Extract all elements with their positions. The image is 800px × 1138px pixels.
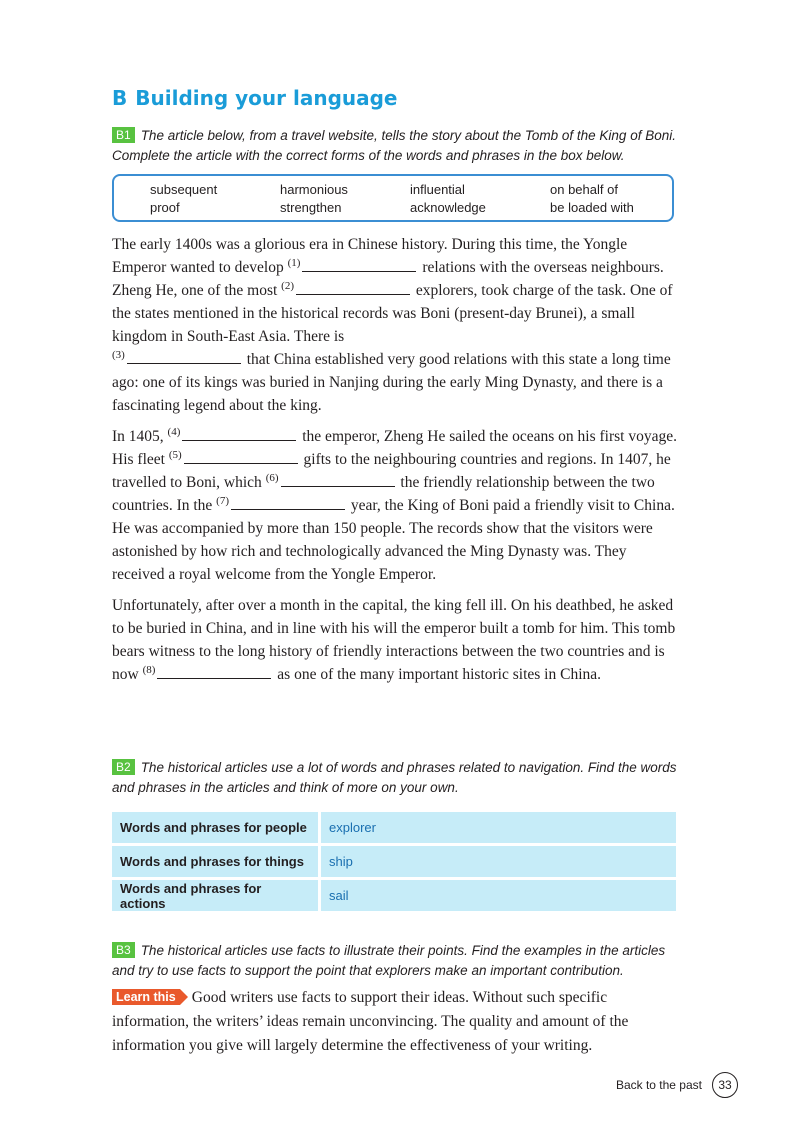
footer-unit-title: Back to the past [615,1078,702,1092]
blank-6[interactable] [281,474,395,487]
text-run: Unfortunately, after over a month in the capital, the king fell ill. On his deathbed, he asked to be buried in China, and in line with his will the emperor built a tomb for him. This tomb bears witness to the long history of friendly interactions between the two countries and is now [112,597,676,683]
blank-5[interactable] [184,451,298,464]
word-box-item: acknowledge [410,200,486,215]
vocab-table [112,809,676,914]
text-run: the friendly relationship between the two countries. In the [112,474,655,514]
b3-instruction-text: The historical articles use facts to illustrate their points. Find the examples in the articles and try to use facts to support the point that explorers make an important contribution. [112,943,666,978]
b2-instruction-text: The historical articles use a lot of words and phrases related to navigation. Find the words and phrases in the articles and think of more on your own. [112,760,677,795]
text-run: In 1405, [112,428,164,445]
blank-number: (2) [281,280,294,292]
article-paragraph-2 [112,425,682,586]
section-title [112,86,398,110]
text-run: that China established very good relations with this state a long time ago: one of its kings was buried in Nanjing during the early Ming Dynasty, and there is a fascinating legend about the king. [112,351,671,414]
blank-number: (6) [265,472,279,484]
blank-1[interactable] [302,259,416,272]
word-box-item: proof [150,200,180,215]
word-box-item: be loaded with [550,200,634,215]
blank-number: (7) [216,495,229,507]
blank-3[interactable] [127,351,241,364]
row-value: sail [321,880,676,911]
row-header: Words and phrases for actions [112,880,321,911]
word-box-item: on behalf of [550,182,618,197]
learn-this-badge: Learn this [112,989,180,1005]
article-paragraph-3 [112,594,682,686]
text-run: the emperor, Zheng He sailed the oceans on his first voyage. His fleet [112,428,677,468]
word-box [112,174,674,222]
word-box-item: strengthen [280,200,342,215]
blank-2[interactable] [296,282,410,295]
row-value: explorer [321,812,676,843]
b3-instruction [112,941,682,981]
page-footer [616,1072,738,1098]
text-run: relations with the overseas neighbours. Zheng He, one of the most [112,259,664,299]
blank-number: (8) [142,664,156,676]
blank-4[interactable] [182,428,296,441]
table-row [112,846,676,877]
text-run: gifts to the neighbouring countries and regions. In 1407, he travelled to Boni, which [112,451,671,491]
b3-badge: B3 [112,942,135,958]
article [112,233,682,694]
b1-badge: B1 [112,127,135,143]
word-box-item: influential [410,182,465,197]
blank-number: (5) [168,449,182,461]
blank-number: (4) [167,426,181,438]
blank-7[interactable] [231,497,345,510]
row-header: Words and phrases for people [112,812,321,843]
page-number: 33 [712,1072,738,1098]
table-row [112,880,676,911]
text-run: The early 1400s was a glorious era in Chinese history. During this time, the Yongle Emperor wanted to develop [112,236,628,276]
b2-badge: B2 [112,759,135,775]
section-letter: B [112,86,128,110]
b2-instruction [112,758,682,798]
section-heading: Building your language [135,86,398,110]
b1-instruction-text: The article below, from a travel website, tells the story about the Tomb of the King of Boni. Complete the article with the correct forms of the words and phrases in the box below. [112,128,676,163]
text-run: year, the King of Boni paid a friendly visit to China. He was accompanied by more than 150 people. The records show that the visitors were astonished by how rich and technologically advanced the Ming Dynasty was. They received a royal welcome from the Yongle Emperor. [112,497,675,583]
row-value: ship [321,846,676,877]
text-run: as one of the many important historic sites in China. [277,666,602,683]
word-box-item: subsequent [150,182,218,197]
article-paragraph-1 [112,233,682,417]
b1-instruction [112,126,682,166]
text-run: explorers, took charge of the task. One of the states mentioned in the historical records was Boni (present-day Brunei), a small kingdom in South-East Asia. There is [112,282,673,345]
blank-8[interactable] [157,666,271,679]
table-row [112,812,676,843]
learn-this-box [112,986,682,1058]
blank-number: (3) [112,349,125,361]
learn-this-text: Good writers use facts to support their ideas. Without such specific information, the writers’ ideas remain unconvincing. The quality and amount of the information you give will largely determine the effectiveness of your writing. [112,989,629,1054]
row-header: Words and phrases for things [112,846,321,877]
blank-number: (1) [287,257,301,269]
word-box-item: harmonious [280,182,348,197]
